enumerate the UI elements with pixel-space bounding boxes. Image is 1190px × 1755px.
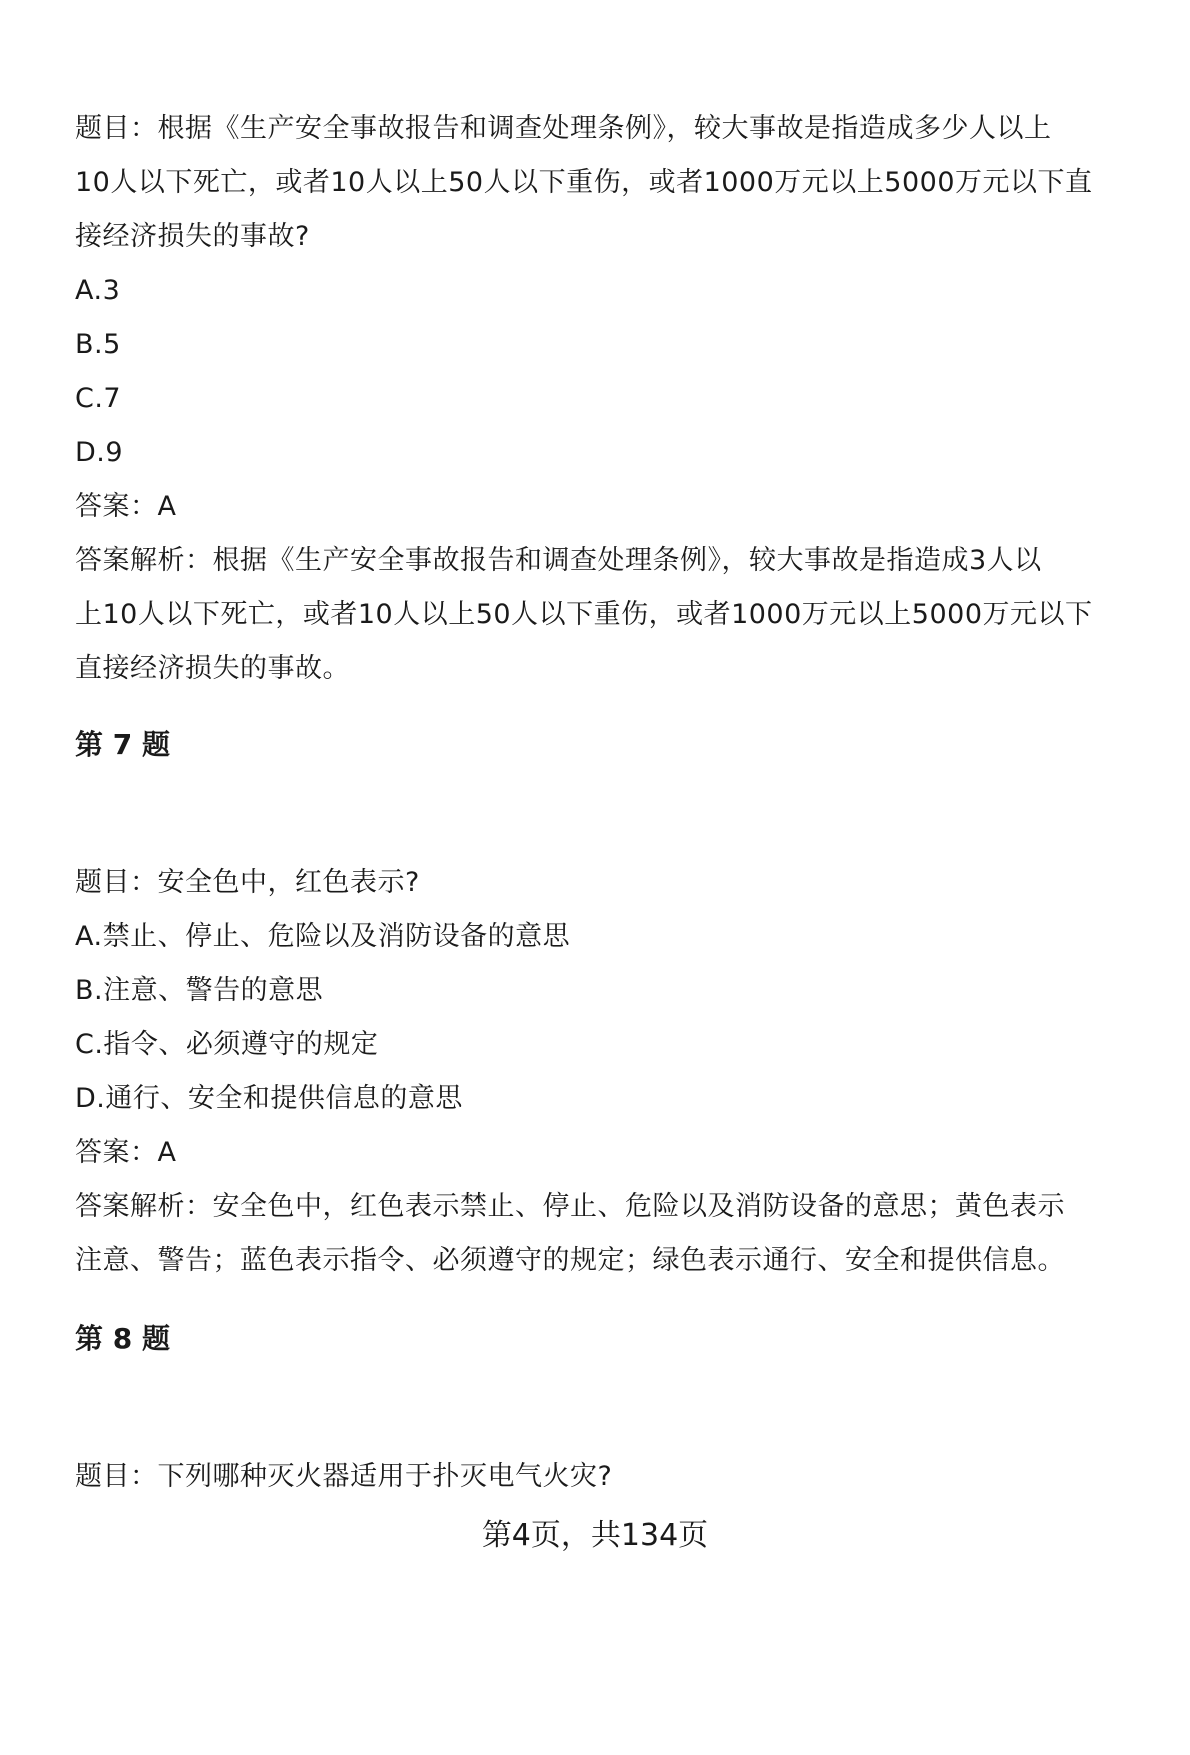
- q7-question: 题目：安全色中，红色表示?: [75, 867, 420, 898]
- q6-answer: 答案：A: [75, 491, 177, 522]
- q7-answer: 答案：A: [75, 1137, 177, 1168]
- q6-analysis-line-3: 直接经济损失的事故。: [75, 653, 350, 684]
- q6-question-line-1: 题目：根据《生产安全事故报告和调查处理条例》，较大事故是指造成多少人以上: [75, 113, 1052, 144]
- q6-option-c: C.7: [75, 383, 122, 414]
- q7-option-b: B.注意、警告的意思: [75, 975, 324, 1006]
- q6-option-d: D.9: [75, 437, 124, 468]
- q6-analysis-line-2: 上10人以下死亡，或者10人以上50人以下重伤，或者1000万元以上5000万元以下: [75, 599, 1093, 630]
- q6-option-b: B.5: [75, 329, 121, 360]
- q7-option-d: D.通行、安全和提供信息的意思: [75, 1083, 463, 1114]
- q8-question: 题目：下列哪种灭火器适用于扑灭电气火灾?: [75, 1461, 613, 1492]
- q7-heading: 第 7 题: [75, 728, 170, 761]
- q6-analysis-line-1: 答案解析：根据《生产安全事故报告和调查处理条例》，较大事故是指造成3人以: [75, 545, 1042, 576]
- q6-option-a: A.3: [75, 275, 121, 306]
- q7-option-c: C.指令、必须遵守的规定: [75, 1029, 379, 1060]
- q7-option-a: A.禁止、停止、危险以及消防设备的意思: [75, 921, 571, 952]
- q7-analysis-line-1: 答案解析：安全色中，红色表示禁止、停止、危险以及消防设备的意思；黄色表示: [75, 1191, 1065, 1222]
- q6-question-line-2: 10人以下死亡，或者10人以上50人以下重伤，或者1000万元以上5000万元以下直: [75, 167, 1093, 198]
- q7-analysis-line-2: 注意、警告；蓝色表示指令、必须遵守的规定；绿色表示通行、安全和提供信息。: [75, 1245, 1065, 1276]
- q6-question-line-3: 接经济损失的事故?: [75, 221, 310, 252]
- page-number: 第4页，共134页: [481, 1518, 709, 1553]
- q8-heading: 第 8 题: [75, 1322, 170, 1355]
